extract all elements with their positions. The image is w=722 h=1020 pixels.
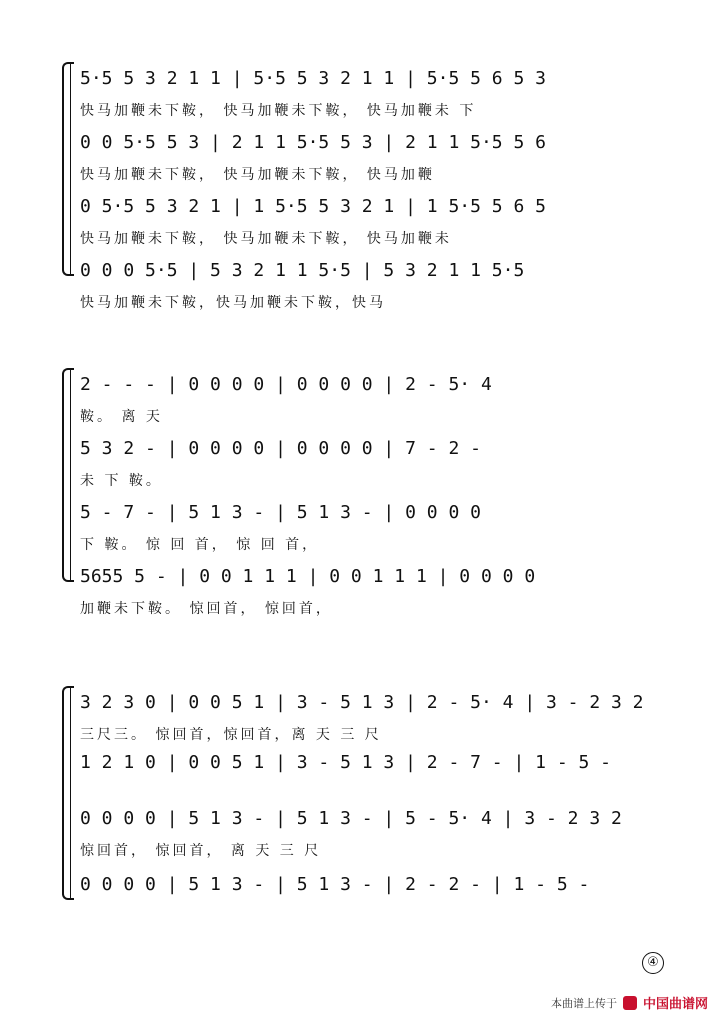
lyrics-line: 惊回首， 惊回首， 离 天 三 尺 <box>80 843 322 859</box>
notes-line: 5 - 7 - | 5 1 3 - | 5 1 3 - | 0 0 0 0 <box>80 502 481 523</box>
lyrics-line: 鞍。 离 天 <box>80 409 163 425</box>
notes-line: 0 0 0 0 | 5 1 3 - | 5 1 3 - | 2 - 2 - | 1 - 5 - <box>80 874 590 895</box>
notes-line: 0 5·5 5 3 2 1 | 1 5·5 5 3 2 1 | 1 5·5 5 6 5 <box>80 196 546 217</box>
staff-bass <box>80 260 672 318</box>
lyrics-line <box>80 784 672 806</box>
notes-line: 5655 5 - | 0 0 1 1 1 | 0 0 1 1 1 | 0 0 0 0 <box>80 566 536 587</box>
system-brace <box>62 686 74 900</box>
lyrics-line: 快马加鞭未下鞍， 快马加鞭未下鞍， 快马加鞭未 下 <box>80 103 477 119</box>
score-system-2 <box>62 368 672 617</box>
upload-text: 本曲谱上传于 <box>550 996 617 1010</box>
notes-line: 5·5 5 3 2 1 1 | 5·5 5 3 2 1 1 | 5·5 5 6 5 3 <box>80 68 546 89</box>
site-name-link[interactable]: 中国曲谱网 <box>642 997 708 1012</box>
lyrics-line: 快马加鞭未下鞍， 快马加鞭未下鞍， 快马加鞭 <box>80 167 435 183</box>
footer <box>551 993 708 1012</box>
staff-tenor <box>80 808 672 866</box>
lyrics-line: 快马加鞭未下鞍， 快马加鞭未下鞍， 快马加鞭未 <box>80 231 452 247</box>
score-system-3 <box>62 686 672 906</box>
system-bracket-line <box>70 62 71 276</box>
staff-tenor <box>80 502 672 560</box>
notes-line: 0 0 0 0 | 5 1 3 - | 5 1 3 - | 5 - 5· 4 | 3 - 2 3 2 <box>80 808 622 829</box>
lyrics-line: 下 鞍。 惊 回 首， 惊 回 首， <box>80 537 320 553</box>
staff-soprano <box>80 68 672 126</box>
system-brace <box>62 62 74 276</box>
system-bracket-line <box>70 368 71 582</box>
page-number: ④ <box>642 952 664 974</box>
score-system-1 <box>62 62 672 312</box>
staff-soprano <box>80 374 672 432</box>
lyrics-line: 快马加鞭未下鞍，快马加鞭未下鞍，快马 <box>80 295 386 311</box>
staff-alto <box>80 752 672 810</box>
staff-alto <box>80 132 672 190</box>
notes-line: 0 0 5·5 5 3 | 2 1 1 5·5 5 3 | 2 1 1 5·5 5 6 <box>80 132 546 153</box>
lyrics-line: 三尺三。 惊回首，惊回首，离 天 三 尺 <box>80 727 382 743</box>
system-bracket-line <box>70 686 71 900</box>
staff-alto <box>80 438 672 496</box>
staff-bass <box>80 874 672 932</box>
notes-line: 2 - - - | 0 0 0 0 | 0 0 0 0 | 2 - 5· 4 <box>80 374 492 395</box>
lyrics-line: 加鞭未下鞍。 惊回首， 惊回首， <box>80 601 333 617</box>
lyrics-line: 未 下 鞍。 <box>80 473 163 489</box>
notes-line: 0 0 0 5·5 | 5 3 2 1 1 5·5 | 5 3 2 1 1 5·5 <box>80 260 525 281</box>
notes-line: 1 2 1 0 | 0 0 5 1 | 3 - 5 1 3 | 2 - 7 - | 1 - 5 - <box>80 752 612 773</box>
system-brace <box>62 368 74 582</box>
notes-line: 5 3 2 - | 0 0 0 0 | 0 0 0 0 | 7 - 2 - <box>80 438 481 459</box>
staff-soprano <box>80 692 672 750</box>
staff-tenor <box>80 196 672 254</box>
lyrics-line <box>80 906 672 928</box>
site-logo-icon <box>623 996 637 1010</box>
staff-bass <box>80 566 672 624</box>
notes-line: 3 2 3 0 | 0 0 5 1 | 3 - 5 1 3 | 2 - 5· 4 | 3 - 2 3 2 <box>80 692 644 713</box>
